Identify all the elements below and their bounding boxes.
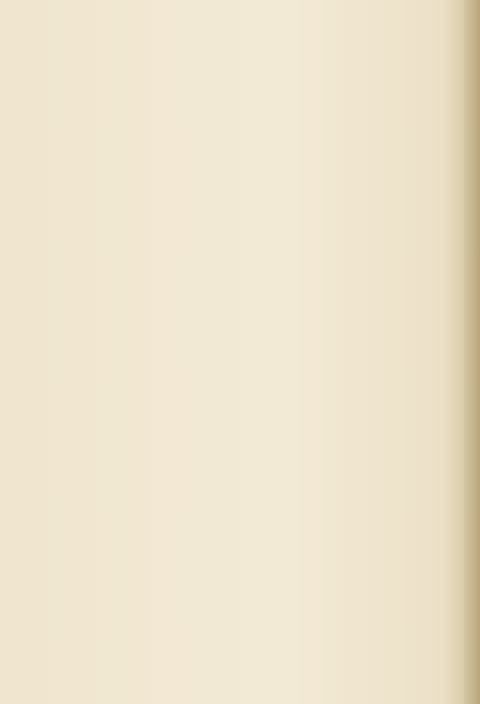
page-content <box>48 34 458 154</box>
page-header <box>48 34 458 64</box>
page-gutter-shadow <box>464 0 480 704</box>
hymn-299-opening <box>48 68 458 109</box>
hymn-300-opening <box>48 113 458 154</box>
